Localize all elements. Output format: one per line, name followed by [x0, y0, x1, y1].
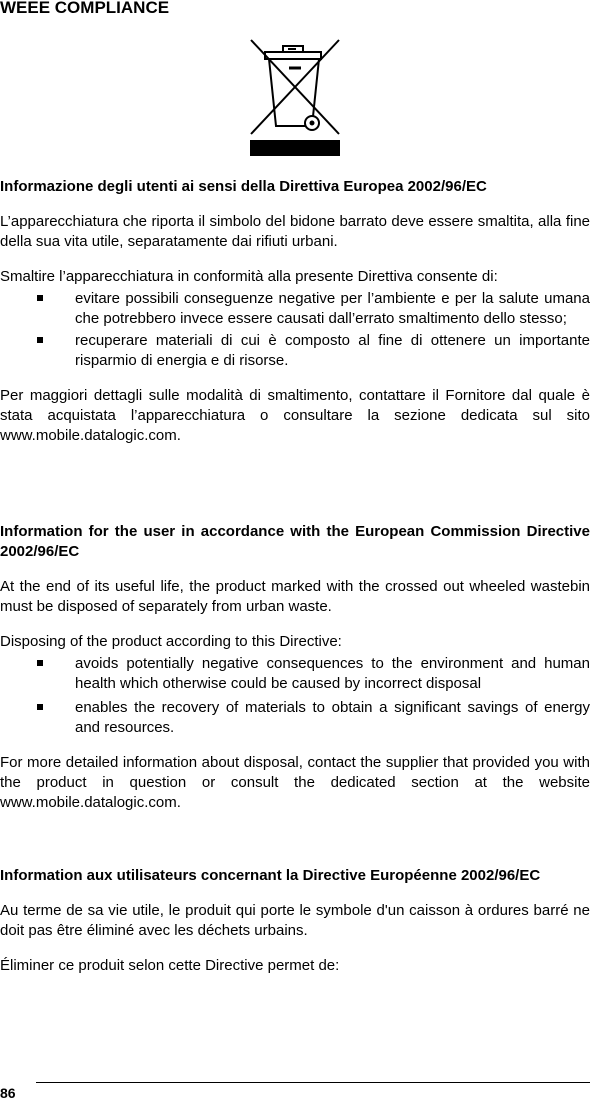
english-paragraph-3: For more detailed information about disposal, contact the supplier that provided you with the product in question or consult the dedicated section at the website www.mobile.datalogic.com.: [0, 754, 590, 811]
english-paragraph-1: At the end of its useful life, the product marked with the crossed out wheeled wastebin must be disposed of separately from urban waste.: [0, 578, 590, 615]
english-paragraph-2: Disposing of the product according to this Directive:: [0, 633, 342, 650]
italian-bullet-list: [0, 289, 590, 371]
italian-section: [0, 177, 590, 446]
french-section: [0, 866, 590, 976]
list-item-text: evitare possibili conseguenze negative per l’ambiente e per la salute umana che potrebbero invece essere causati dall’errato smaltimento dello stesso;: [75, 290, 590, 327]
list-item-text: recuperare materiali di cui è composto al fine di ottenere un importante risparmio di energia e di risorse.: [75, 332, 590, 369]
italian-paragraph-3: Per maggiori dettagli sulle modalità di smaltimento, contattare il Fornitore dal quale è stata acquistata l’apparecchiatura o consultare la sezione dedicata sul sito www.mobile.datalogic.com.: [0, 387, 590, 444]
english-section: [0, 522, 590, 813]
french-paragraph-2: Éliminer ce produit selon cette Directive permet de:: [0, 957, 340, 974]
french-paragraph-1: Au terme de sa vie utile, le produit qui porte le symbole d'un caisson à ordures barré ne doit pas être éliminé avec les déchets urbains.: [0, 902, 590, 939]
italian-paragraph-1: L’apparecchiatura che riporta il simbolo del bidone barrato deve essere smaltita, alla fine della sua vita utile, separatamente dai rifiuti urbani.: [0, 213, 590, 250]
bullet-marker: [37, 337, 43, 343]
bullet-marker: [37, 295, 43, 301]
french-heading: Information aux utilisateurs concernant la Directive Européenne 2002/96/EC: [0, 867, 541, 884]
italian-paragraph-2: Smaltire l’apparecchiatura in conformità alla presente Direttiva consente di:: [0, 268, 498, 285]
bullet-marker: [37, 704, 43, 710]
bullet-marker: [37, 660, 43, 666]
footer-divider: [36, 1082, 590, 1083]
list-item: [0, 331, 590, 371]
list-item: [0, 698, 590, 738]
english-heading: Information for the user in accordance with the European Commission Directive 2002/96/EC: [0, 523, 590, 560]
list-item: [0, 289, 590, 329]
english-bullet-list: [0, 654, 590, 738]
list-item: [0, 654, 590, 694]
page-number: 86: [0, 1085, 16, 1101]
list-item-text: avoids potentially negative consequences to the environment and human health which otherwise could be caused by incorrect disposal: [75, 655, 590, 692]
list-item-text: enables the recovery of materials to obtain a significant savings of energy and resources.: [75, 699, 590, 736]
crossed-out-wheeled-bin-icon: [247, 38, 343, 158]
page-title: WEEE COMPLIANCE: [0, 0, 170, 17]
italian-heading: Informazione degli utenti ai sensi della Direttiva Europea 2002/96/EC: [0, 178, 487, 195]
